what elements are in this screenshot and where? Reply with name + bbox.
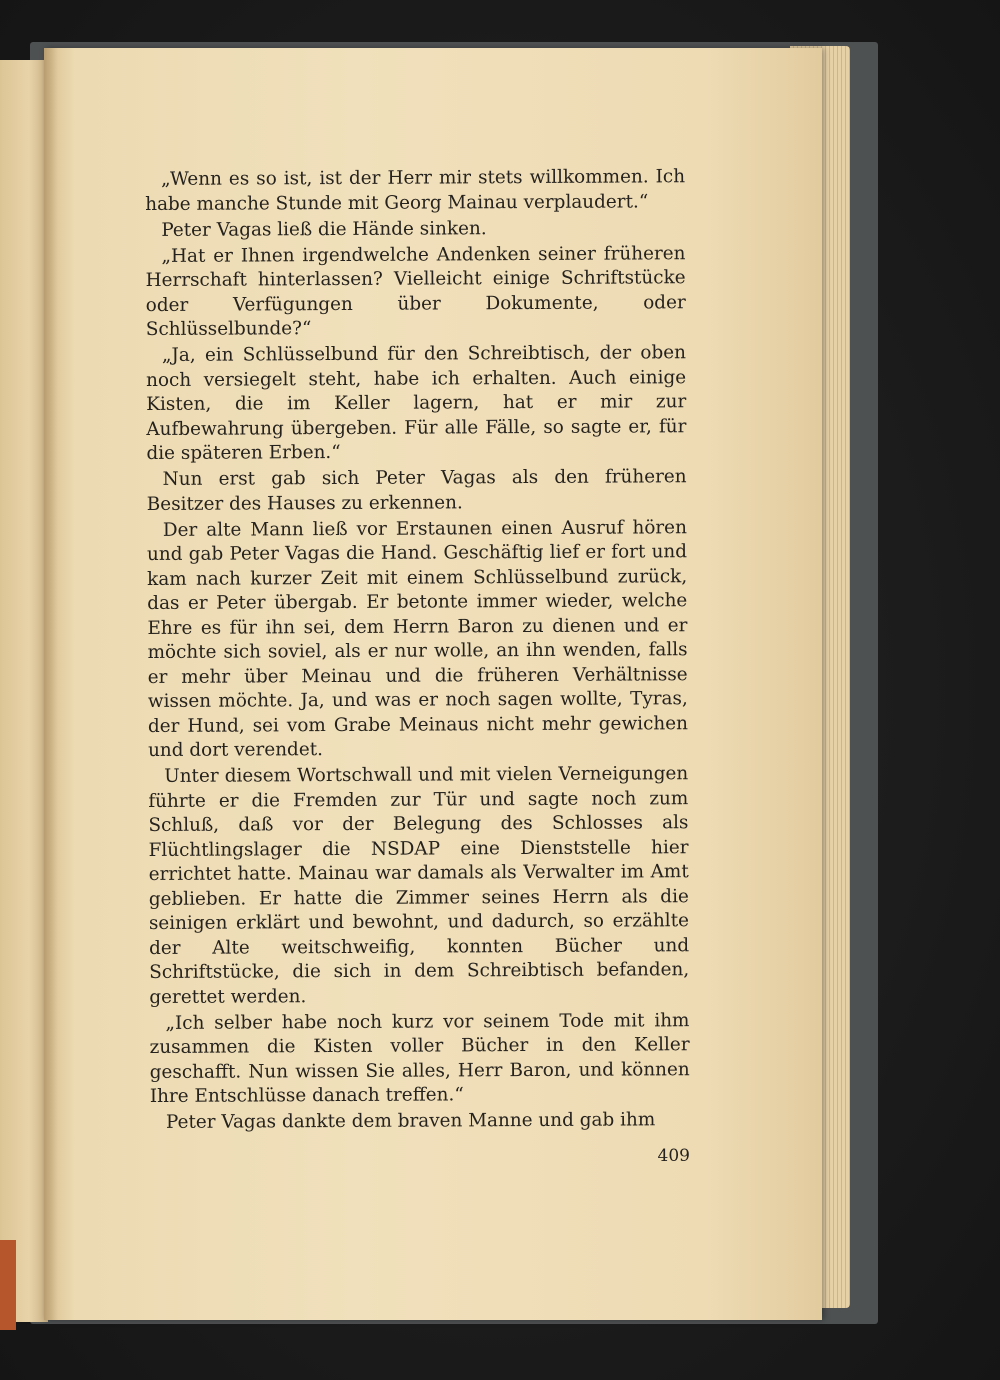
paragraph: „Ich selber habe noch kurz vor seinem Tode mit ihm zusammen die Kisten voller Bücher in den Keller geschafft. Nun wissen Sie alles, Herr Baron, und können Ihre Entschlüsse danach treffen.“ (149, 1009, 690, 1107)
paragraph: Peter Vagas dankte dem braven Manne und gab ihm (165, 1109, 656, 1133)
page-number: 409 (657, 1146, 690, 1166)
spine-edge (0, 1240, 16, 1330)
paragraph: Peter Vagas ließ die Hände sinken. (161, 217, 487, 241)
paragraph: „Ja, ein Schlüsselbund für den Schreibtisch, der oben noch versiegelt steht, habe ich erhalten. Auch einige Kisten, die im Keller lagern, hat er mir zur Aufbewahrung übergeben. Für alle Fälle, so sagte er, für die späteren Erben.“ (146, 342, 687, 464)
paragraph: Nun erst gab sich Peter Vagas als den früheren Besitzer des Hauses zu erkennen. (146, 466, 687, 515)
gutter-shadow (44, 48, 58, 1320)
page-text (145, 165, 690, 1137)
paragraph: „Hat er Ihnen irgendwelche Andenken seiner früheren Herrschaft hinterlassen? Vielleicht einige Schriftstücke oder Verfügungen über Dokumente, oder Schlüsselbunde?“ (145, 242, 686, 340)
paragraph: „Wenn es so ist, ist der Herr mir stets willkommen. Ich habe manche Stunde mit Georg Mainau verplaudert.“ (145, 166, 686, 215)
paragraph: Unter diesem Wortschwall und mit vielen Verneigungen führte er die Fremden zur Tür und sagte noch zum Schluß, daß vor der Belegung des Schlosses als Flüchtlingslager die NSDAP eine Dienststelle hier errichtet hatte. Mainau war damals als Verwalter im Amt geblieben. Er hatte die Zimmer seines Herrn als die seinigen erklärt und bewohnt, und dadurch, so erzählte der Alte weitschweifig, konnten Bücher und Schriftstücke, die sich in dem Schreibtisch befanden, gerettet werden. (148, 763, 690, 1008)
facing-page-edge (0, 60, 48, 1322)
paragraph: Der alte Mann ließ vor Erstaunen einen Ausruf hören und gab Peter Vagas die Hand. Geschäftig lief er fort und kam nach kurzer Zeit mit einem Schlüsselbund zurück, das er Peter übergab. Er betonte immer wieder, welche Ehre es für ihn sei, dem Herrn Baron zu dienen und er möchte sich soviel, als er nur wolle, an ihn wenden, falls er mehr über Meinau und die früheren Verhältnisse wissen möchte. Ja, und was er noch sagen wollte, Tyras, der Hund, sei vom Grabe Meinaus nicht mehr gewichen und dort verendet. (146, 516, 688, 761)
